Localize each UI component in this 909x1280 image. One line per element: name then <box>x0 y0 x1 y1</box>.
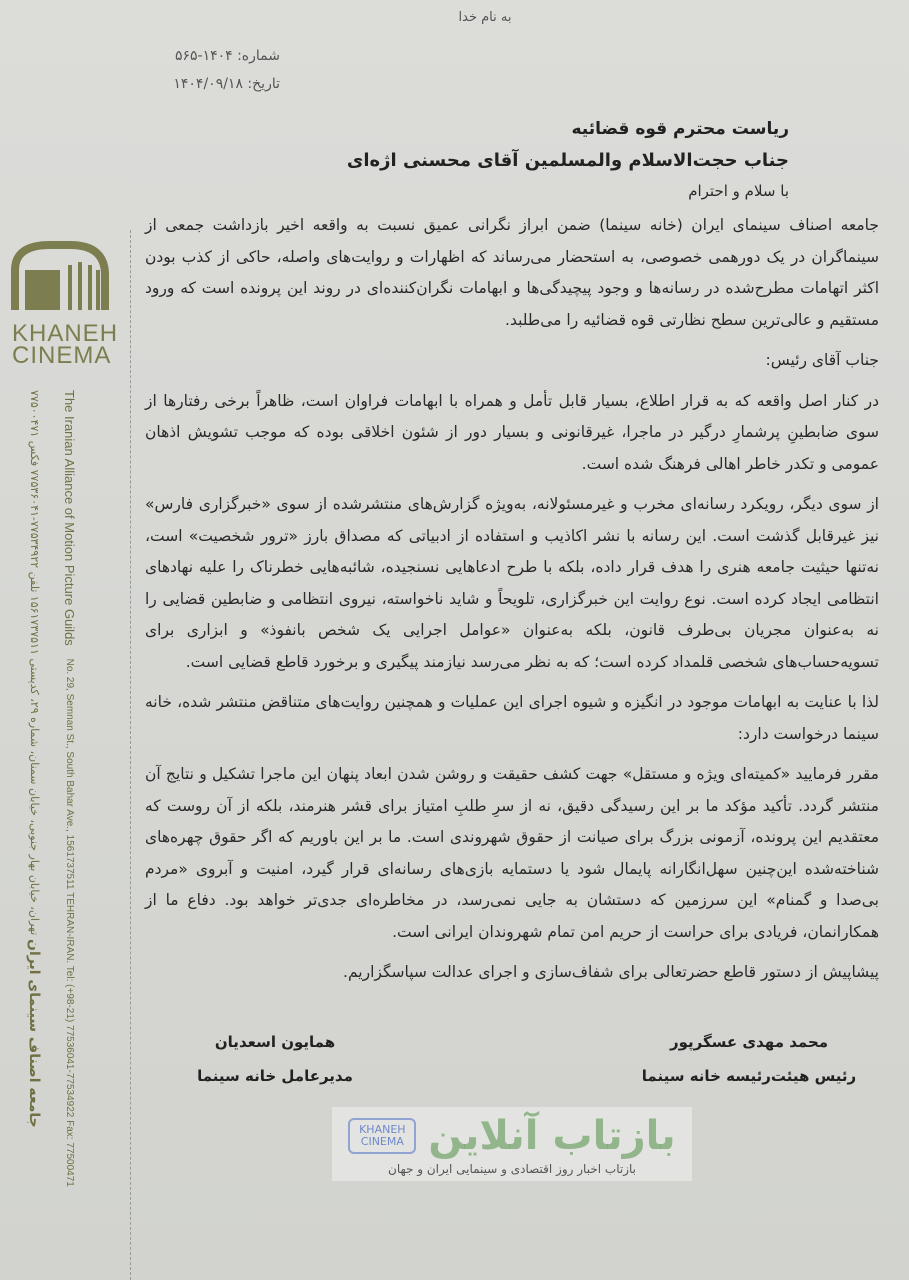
paragraph-4: لذا با عنایت به ابهامات موجود در انگیزه و شیوه اجرای این عملیات و همچنین روایت‌های متناقض منتشر شده، خانه سینما درخواست دارد: <box>145 693 879 743</box>
date-label: تاریخ: <box>247 76 280 92</box>
watermark-logo: KHANEH CINEMA <box>348 1118 416 1154</box>
recipient-title: ریاست محترم قوه قضائیه <box>571 119 789 139</box>
paragraph-1: جامعه اصناف سینمای ایران (خانه سینما) ضمن ابراز نگرانی عمیق نسبت به واقعه اخیر بازداشت جمعی از سینماگران در یک دورهمی خصوصی، به استحضار می‌رساند که اظهارات و روایت‌های واصله، حاکی از کذب بودن اکثر اتهامات مطرح‌شده در رسانه‌ها و وجود پیچیدگی‌ها و ابهامات نگران‌کننده‌ای در روند این پرونده است که ورود مستقیم و عالی‌ترین سطح نظارتی قوه قضائیه را می‌طلبد. <box>145 216 879 329</box>
number-value: ۱۴۰۴-۵۶۵ <box>174 48 233 64</box>
paragraph-3: از سوی دیگر، رویکرد رسانه‌ای مخرب و غیرمسئولانه، به‌ویژه گزارش‌های منتشرشده از سوی «خبرگزاری فارس» نیز غیرقابل گذشت است. این رسانه با نشر اکاذیب و استفاده از ادبیاتی که مصداق بارز «ترور شخصیت» است، نه‌تنها حیثیت جامعه هنری را هدف قرار داده، بلکه با طرح ادعاهایی نسنجیده، شائبه‌هایی خطرناک را علیه نهادهای انتظامی ایجاد کرده است. نوع روایت این خبرگزاری، تلویحاً و شاید ناخواسته، نیروی انتظامی و ضابطین قضایی را نه به‌عنوان مجریان بی‌طرف قانون، بلکه به‌عنوان «عوامل اجرایی یک شخص بانفوذ» و ابزاری برای تسویه‌حساب‌های شخصی قلمداد کرده است؛ که به نظر می‌رسد نیازمند پیگیری و برخورد قاطع قضایی است. <box>145 495 879 671</box>
letterhead-sidebar <box>0 230 140 1280</box>
paragraph-5: مقرر فرمایید «کمیته‌ای ویژه و مستقل» جهت کشف حقیقت و روشن شدن ابعاد پنهان این ماجرا تشکیل و نتایج آن منتشر گردد. تأکید مؤکد ما بر این رسیدگی دقیق، نه از سرِ طلبِ امتیاز برای قشر هنرمند، بلکه از آن روست که معتقدیم این پرونده، آزمونی بزرگ برای صیانت از حقوق شهروندی است. ما بر این باوریم که اگر حقوق چهره‌های شناخته‌شده این‌چنین سهل‌انگارانه پایمال شود یا دستمایه بازی‌های رسانه‌ای قرار گیرد، امنیت و آبروی «مردم بی‌صدا و گمنام» این سرزمین که دستشان به جایی نمی‌رسد، در مخاطره‌ای جدی‌تر خواهد بود. دفاع ما از همکارانمان، فریادی برای حراست از حریم امن تمام شهروندان ایرانی است. <box>145 765 879 941</box>
letter-number <box>150 48 280 64</box>
paragraph-2: در کنار اصل واقعه که به قرار اطلاع، بسیار قابل تأمل و همراه با ابهامات فراوان است، ظاهراً برخی رفتارها از سوی ضابطینِ پرشمارِ درگیر در ماجرا، غیرقانونی و بسیار دور از شئون اخلاقی بوده که موجب تشویش اذهان عمومی و تکدر خاطر اهالی فرهنگ شده است. <box>145 391 879 473</box>
date-value: ۱۴۰۴/۰۹/۱۸ <box>173 76 243 92</box>
recipient-name: جناب حجت‌الاسلام والمسلمین آقای محسنی اژه‌ای <box>346 150 789 171</box>
address-en: No. 29, Semnan St., South Bahar Ave., 1561737511 TEHRAN-IRAN. Tel: (+98-21) 77536041-77534922 Fax: 77500471 <box>64 658 75 1187</box>
khaneh-cinema-logo-icon <box>10 240 110 310</box>
signatory-2-title: مدیرعامل خانه سینما <box>197 1066 353 1085</box>
watermark <box>332 1107 692 1181</box>
logo-text: KHANEH CINEMA <box>12 320 119 369</box>
greeting: با سلام و احترام <box>688 182 789 200</box>
watermark-brand: بازتاب آنلاین <box>428 1112 676 1159</box>
sidebar-fa-column <box>26 390 42 1270</box>
closing: پیشاپیش از دستور قاطع حضرتعالی برای شفاف‌سازی و اجرای عدالت سپاسگزاریم. <box>343 963 879 981</box>
letter-main <box>145 114 879 1181</box>
org-name-fa: جامعه اصناف سینمای ایران <box>26 938 42 1128</box>
signatory-1-title: رئیس هیئت‌رئیسه خانه سینما <box>641 1066 857 1085</box>
salutation-2: جناب آقای رئیس: <box>765 351 879 369</box>
signatory-2-name: همایون اسعدیان <box>214 1032 336 1051</box>
org-name-en: The Iranian Alliance of Motion Picture Guilds <box>62 390 77 646</box>
watermark-row <box>332 1111 692 1161</box>
signatory-2 <box>145 1025 405 1093</box>
watermark-tagline: بازتاب اخبار روز اقتصادی و سینمایی ایران و جهان <box>388 1161 636 1176</box>
signatures <box>145 1025 879 1093</box>
signatory-1 <box>619 1025 879 1093</box>
address-fa: تهران، خیابان بهار جنوبی، خیابان سمنان، شماره ۲۹، کدپستی ۱۵۶۱۷۳۷۵۱۱ تلفن ۷۷۵۳۴۹۲۲-۷۷۵۳۶۰۴۱ فکس ۷۷۵۰۰۴۷۱ <box>28 390 41 936</box>
letter-body <box>145 210 879 989</box>
signatory-1-name: محمد مهدی عسگرپور <box>669 1032 829 1051</box>
bismillah: به نام خدا <box>458 10 512 25</box>
number-label: شماره: <box>237 48 280 64</box>
sidebar-en-column <box>62 390 76 1270</box>
letter-date <box>150 76 280 92</box>
sidebar-divider <box>130 230 131 1280</box>
